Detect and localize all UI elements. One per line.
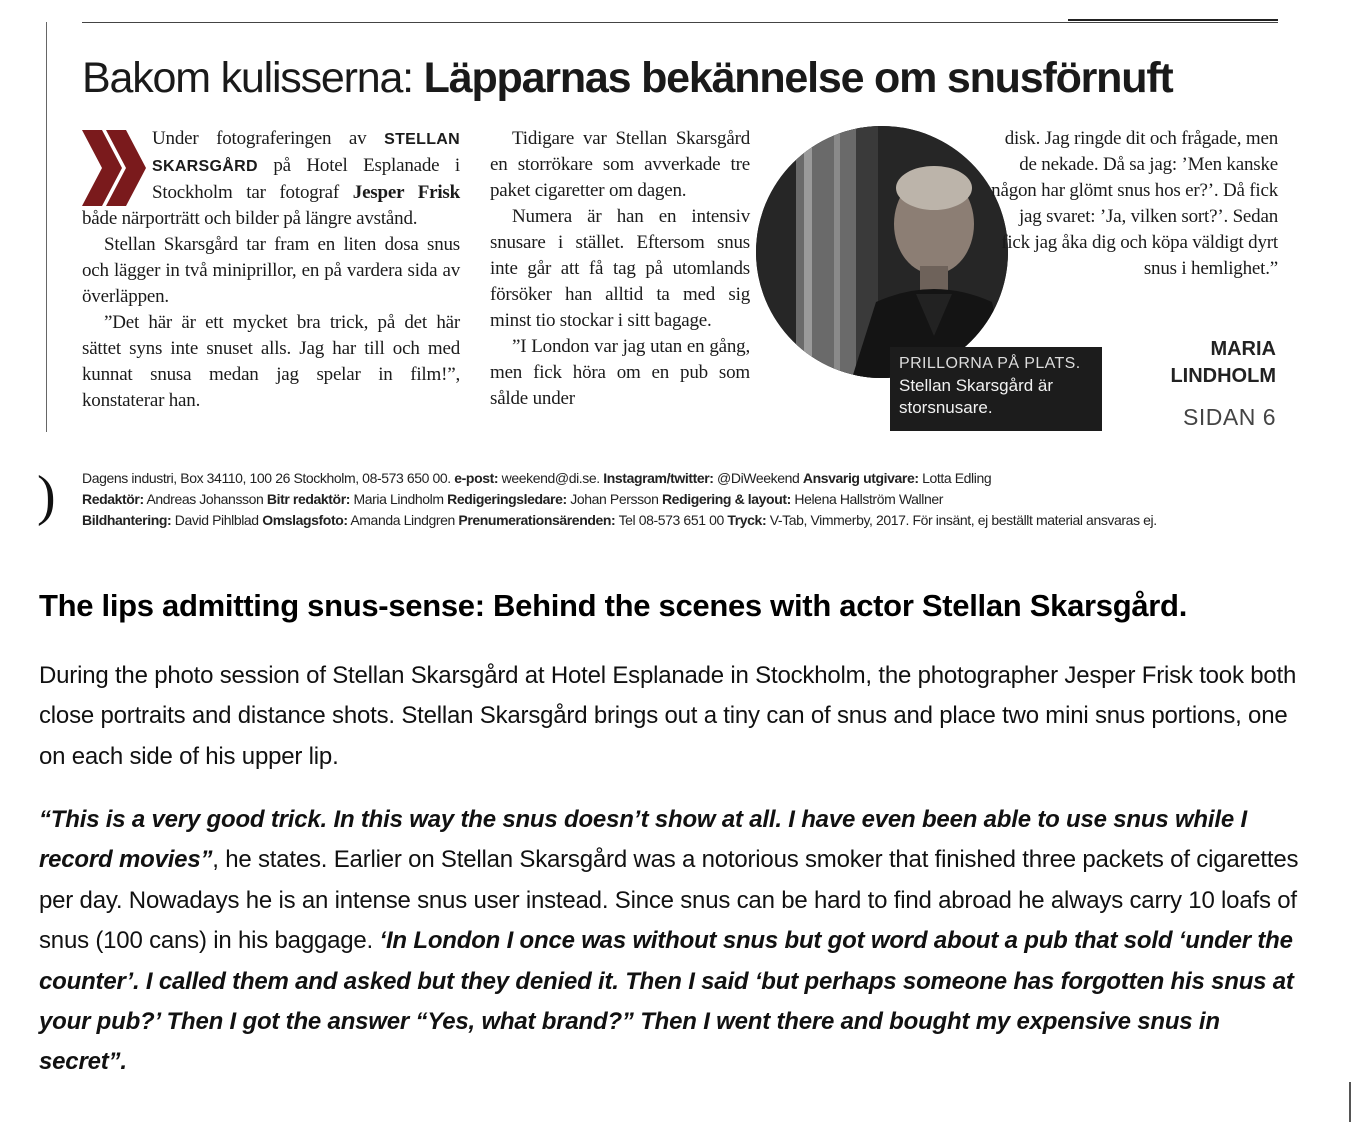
masthead-line-3: Bildhantering: David Pihlblad Omslagsfoto: Amanda Lindgren Prenumerationsärenden: Tel 08-573 651 00 Tryck: V-Tab, Vimmerby, 2017. För insänt, ej beställt material ansvaras ej. — [82, 512, 1157, 528]
column2-paragraph-2: Numera är han en intensiv snusare i stället. Eftersom snus inte går att få tag på utomlands försöker han alltid ta med sig minst tio stockar i sitt bagage. — [490, 206, 750, 331]
translation-middle-text: , he states. Earlier on Stellan Skarsgård was a notorious smoker that finished three packets of cigarettes per day. Nowadays he is an intense snus user instead. Since snus can be hard to find abroad he always carry 10 loafs of snus (100 cans) in his baggage. — [39, 846, 1299, 955]
column1-paragraph-1: Under fotograferingen av STELLAN SKARSGÅRD på Hotel Esplanade i Stockholm tar fotograf Jesper Frisk både närporträtt och bilder på längre avstånd. — [82, 128, 460, 229]
text-cursor — [1349, 1082, 1351, 1122]
headline-main: Läpparnas bekännelse om snusförnuft — [423, 54, 1173, 102]
quote-2: ‘In London I once was without snus but got word about a pub that sold ‘under the counter’. I called them and asked but they denied it. Then I said ‘but perhaps someone has forgotten his snus at your pub?’ Then I got the answer “Yes, what brand?” Then I went there and bought my expensive snus in secret”. — [39, 927, 1294, 1076]
top-rule-accent — [1068, 19, 1278, 21]
left-border-line — [46, 22, 47, 432]
masthead-line-1: Dagens industri, Box 34110, 100 26 Stockholm, 08-573 650 00. e-post: weekend@di.se. Instagram/twitter: @DiWeekend Ansvarig utgivare: Lotta Edling — [82, 470, 992, 486]
portrait-illustration — [756, 126, 1008, 378]
article-column-1 — [82, 126, 460, 414]
column1-paragraph-2: Stellan Skarsgård tar fram en liten dosa snus och lägger in två miniprillor, en på vardera sida av överläppen. — [82, 234, 460, 307]
quote-1: “This is a very good trick. In this way the snus doesn’t show at all. I have even been able to use snus while I record movies” — [39, 806, 1247, 874]
headline-lead: Bakom kulisserna: — [82, 54, 413, 102]
photo-caption — [890, 347, 1102, 431]
column2-paragraph-1: Tidigare var Stellan Skarsgård en storrökare som avverkade tre paket cigaretter om dagen. — [490, 128, 750, 201]
byline-last-name: LINDHOLM — [1170, 365, 1276, 387]
translation-paragraph-2 — [39, 800, 1304, 1083]
subject-name: STELLAN SKARSGÅRD — [152, 131, 460, 175]
column3-paragraph-1: disk. Jag ringde dit och frågade, men de nekade. Då sa jag: ’Men kanske någon har glömt snus hos er?’. Då fick jag svaret: ’Ja, vilken sort?’. Sedan fick jag åka dig och köpa väldigt dyrt snus i hemlighet.” — [991, 128, 1278, 279]
closing-parenthesis-mark: ) — [37, 465, 56, 527]
page-reference: SIDAN 6 — [1183, 404, 1276, 430]
double-chevron-icon — [82, 130, 148, 206]
caption-text: Stellan Skarsgård är storsnusare. — [899, 376, 1054, 417]
masthead-line-2: Redaktör: Andreas Johansson Bitr redaktör: Maria Lindholm Redigeringsledare: Johan Persson Redigering & layout: Helena Hallström Wallner — [82, 491, 943, 507]
article-column-3 — [988, 126, 1278, 282]
masthead-credits — [82, 468, 1282, 531]
column1-paragraph-3: ”Det här är ett mycket bra trick, på det här sättet syns inte snuset alls. Jag har till och med kunnat snusa medan jag spelar in film!”, konstaterar han. — [82, 312, 460, 411]
translation-para1-text: During the photo session of Stellan Skarsgård at Hotel Esplanade in Stockholm, the photographer Jesper Frisk took both close portraits and distance shots. Stellan Skarsgård brings out a tiny can of snus and place two mini snus portions, one on each side of his upper lip. — [39, 662, 1297, 770]
translation-paragraph-1 — [39, 656, 1304, 777]
article-column-2 — [490, 126, 750, 412]
column2-paragraph-3: ”I London var jag utan en gång, men fick höra om en pub som sålde under — [490, 336, 750, 409]
translation-para2-text — [39, 800, 1304, 1083]
byline-first-name: MARIA — [1210, 338, 1276, 360]
translation-title: The lips admitting snus-sense: Behind the scenes with actor Stellan Skarsgård. — [39, 588, 1188, 623]
portrait-photo — [756, 126, 1008, 378]
caption-heading: PRILLORNA PÅ PLATS. — [899, 355, 1081, 372]
photographer-name: Jesper Frisk — [352, 182, 460, 203]
top-rule — [82, 22, 1278, 23]
clipping-headline — [82, 50, 1282, 106]
byline — [1150, 336, 1276, 390]
